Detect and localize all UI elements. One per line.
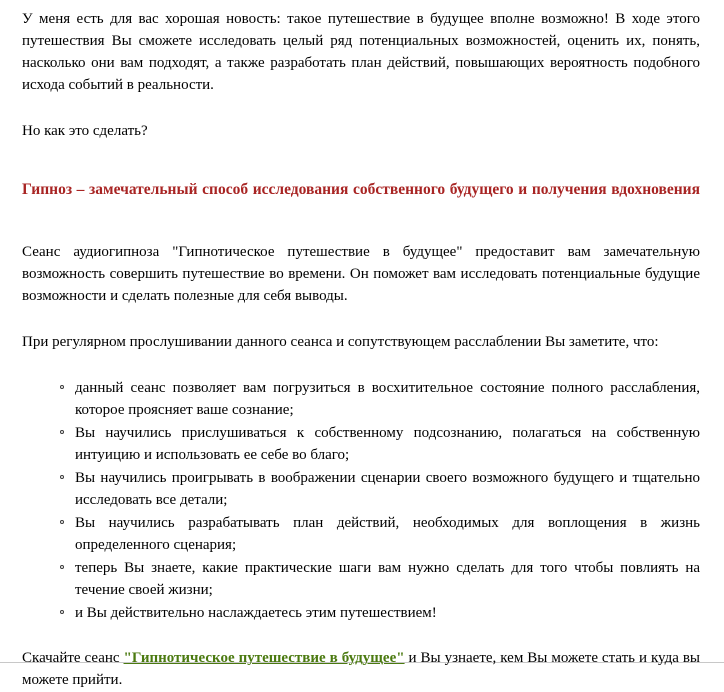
spacer (22, 225, 700, 241)
list-item: Вы научились прислушиваться к собственному подсознанию, полагаться на собственную интуицию и использовать ее себе во благо; (60, 422, 700, 466)
list-item: и Вы действительно наслаждаетесь этим путешествием! (60, 602, 700, 624)
spacer (22, 156, 700, 178)
benefits-list (22, 377, 700, 625)
intro-paragraph: У меня есть для вас хорошая новость: такое путешествие в будущее вполне возможно! В ходе этого путешествия Вы сможете исследовать целый ряд потенциальных возможностей, оценить их, понять, насколько они вам подходят, а также разработать план действий, повышающих вероятность подобного исхода событий в реальности. (22, 11, 700, 94)
spacer (22, 110, 700, 120)
list-item: теперь Вы знаете, какие практические шаги вам нужно сделать для того чтобы повлиять на течение своей жизни; (60, 557, 700, 601)
closing-text-after-link: и Вы узнаете, кем Вы можете стать и куда вы можете прийти. (22, 650, 700, 689)
list-intro-paragraph: При регулярном прослушивании данного сеанса и сопутствующем расслаблении Вы заметите, что: (22, 333, 659, 350)
list-item: данный сеанс позволяет вам погрузиться в восхитительное состояние полного расслабления, которое проясняет ваше сознание; (60, 377, 700, 421)
closing-paragraph (22, 647, 700, 691)
spacer (22, 321, 700, 331)
list-item: Вы научились разрабатывать план действий, необходимых для воплощения в жизнь определенного сценария; (60, 512, 700, 556)
list-item: Вы научились проигрывать в воображении сценарии своего возможного будущего и тщательно исследовать все детали; (60, 467, 700, 511)
question-paragraph: Но как это сделать? (22, 123, 148, 140)
closing-text-before-link: Скачайте сеанс (22, 650, 124, 667)
spacer (22, 625, 700, 647)
session-description-paragraph: Сеанс аудиогипноза "Гипнотическое путешествие в будущее" предоставит вам замечательную возможность совершить путешествие во времени. Он поможет вам исследовать потенциальные будущие возможности и сделать полезные для себя выводы. (22, 243, 700, 304)
download-session-link[interactable]: "Гипнотическое путешествие в будущее" (123, 650, 405, 667)
spacer (22, 367, 700, 377)
section-heading: Гипноз – замечательный способ исследования собственного будущего и получения вдохновения (22, 181, 700, 199)
